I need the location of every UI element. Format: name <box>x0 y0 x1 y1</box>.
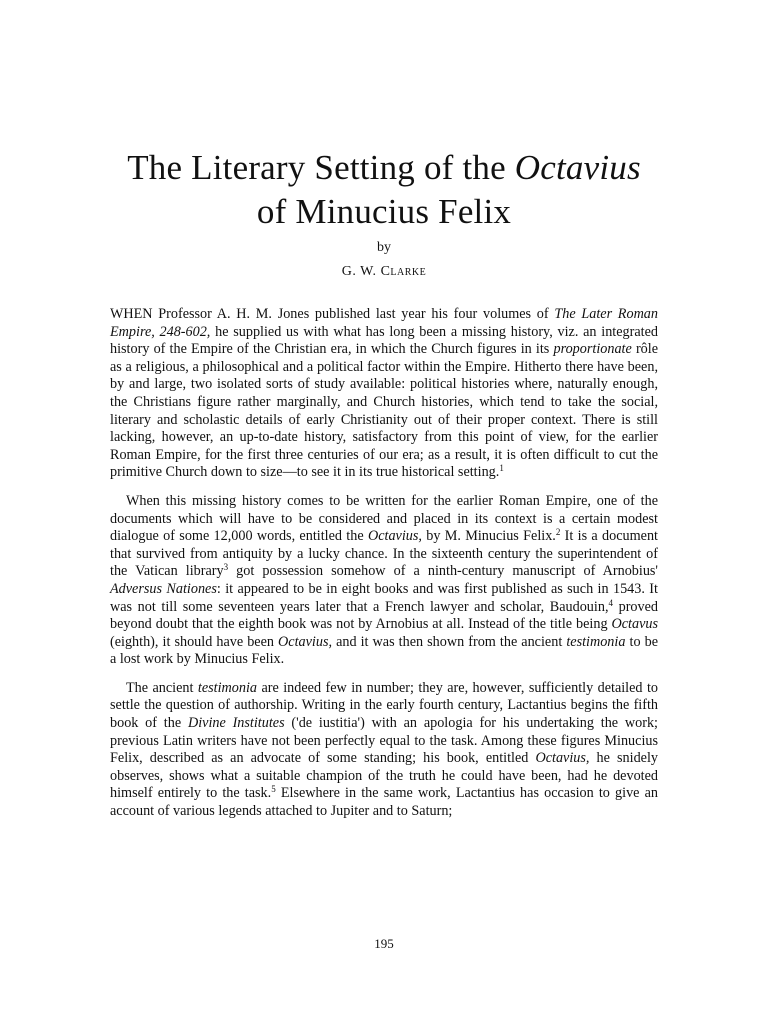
author-surname: Clarke <box>380 264 427 279</box>
paragraph-text: by M. Minucius Felix. <box>421 528 556 545</box>
italic-text: Octavus <box>611 616 658 633</box>
italic-text: Divine Institutes <box>187 715 285 732</box>
byline: by <box>377 240 391 255</box>
footnote-marker: 2 <box>555 527 561 538</box>
paragraph-text: It is a document that survived from antiquity by a lucky chance. In the sixteenth century the superintendent of the Vatican library <box>110 528 658 580</box>
paragraph-text: got possession somehow of a ninth-century manuscript of Arnobius' <box>228 563 658 580</box>
author-name: G. W. Clarke <box>341 264 427 279</box>
paragraph-text: Elsewhere in the same work, Lactantius has occasion to give an account of various legends attached to Jupiter and to Saturn; <box>110 785 658 820</box>
italic-text: Adversus Nationes <box>110 580 217 597</box>
italic-text: Octavius, <box>535 750 590 767</box>
article-title <box>0 146 768 234</box>
paragraph-text: to be a lost work by Minucius Felix. <box>110 633 658 668</box>
paragraph-text: he supplied us with what has long been a missing history, viz. an integrated history of the Empire of the Christian era, in which the Church figures in its <box>110 323 658 358</box>
body-paragraph <box>110 680 658 821</box>
paragraph-text: When this missing history comes to be written for the earlier Roman Empire, one of the documents which will have to be considered and placed in its context is a certain modest dialogue of some 12,000 words, entitled the <box>110 492 658 545</box>
paragraph-text: proved beyond doubt that the eighth book was not by Arnobius at all. Instead of the title being <box>110 598 658 633</box>
italic-text: proportionate <box>553 341 632 358</box>
article-body <box>110 306 658 832</box>
paragraph-text: : it appeared to be in eight books and was first published as such in 1543. It was not till some seventeen years later that a French lawyer and scholar, Baudouin, <box>110 580 658 615</box>
italic-text: The Later Roman Empire, 248-602, <box>110 306 658 340</box>
paragraph-text: and it was then shown from the ancient <box>332 633 567 650</box>
title-line-1: The Literary Setting of the Octavius <box>127 148 641 187</box>
paragraph-text: WHEN Professor A. H. M. Jones published last year his four volumes of <box>110 306 555 322</box>
title-line-2: of Minucius Felix <box>256 192 512 231</box>
italic-text: testimonia <box>566 633 626 650</box>
paragraph-text: are indeed few in number; they are, however, sufficiently detailed to settle the question of authorship. Writing in the early fourth century, Lactantius begins the fifth book of the <box>110 679 658 732</box>
footnote-marker: 3 <box>223 562 229 573</box>
paragraph-text: rôle as a religious, a philosophical and a political factor within the Empire. Hitherto there have been, by and large, two isolated sorts of study available: political histories where, naturally enough, the Christians figure rather marginally, and Church histories, which tend to take the social, literary and scholastic details of early Christianity out of their proper context. There is still lacking, however, an up-to-date history, satisfactory from this point of view, for the earlier Roman Empire, for the first three centuries of our era; as a result, it is often difficult to cut the primitive Church down to size—to see it in its true historical setting. <box>110 341 659 481</box>
italic-text: Octavius, <box>367 528 422 545</box>
title-italic-octavius: Octavius <box>514 148 641 187</box>
footnote-marker: 1 <box>499 463 504 474</box>
paragraph-text: (eighth), it should have been <box>110 633 279 650</box>
paragraph-text: he snidely observes, shows what a suitable champion of the truth he could have been, had he devoted himself entirely to the task. <box>110 750 659 802</box>
italic-text: Octavius, <box>278 633 333 650</box>
paragraph-text: The ancient <box>126 679 198 696</box>
body-paragraph <box>110 493 658 669</box>
footnote-marker: 5 <box>271 784 276 795</box>
page-number: 195 <box>374 936 394 951</box>
body-paragraph <box>110 306 658 482</box>
footnote-marker: 4 <box>608 597 613 608</box>
paragraph-text: ('de iustitia') with an apologia for his undertaking the work; previous Latin writers have not been perfectly equal to the task. Among these figures Minucius Felix, described as an advocate of some standing; his book, entitled <box>110 715 659 767</box>
italic-text: testimonia <box>197 679 258 696</box>
